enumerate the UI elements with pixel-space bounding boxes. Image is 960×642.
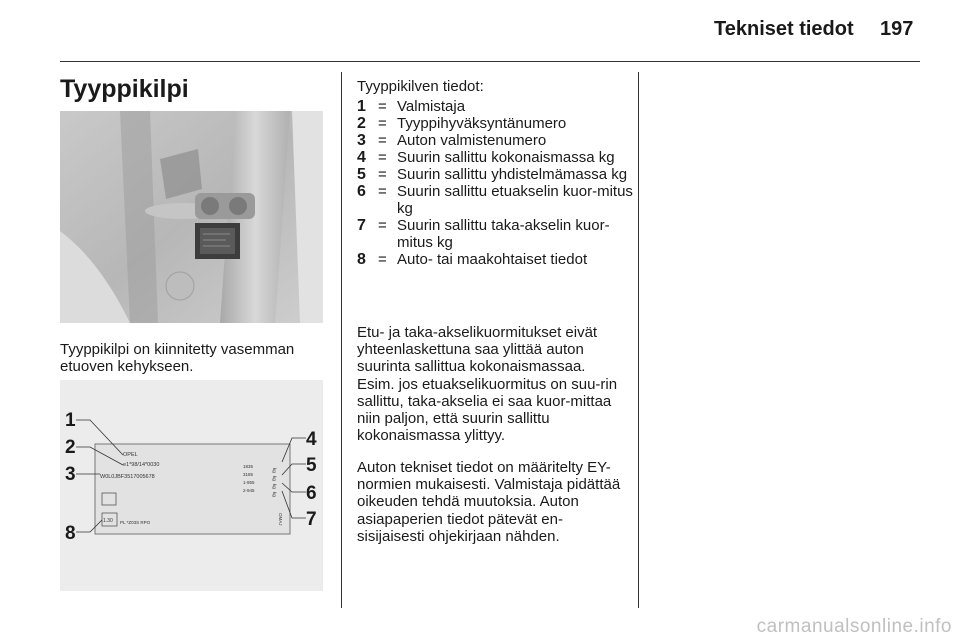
legend-number: 6 — [357, 183, 366, 200]
plate-weight-4: 2-945 — [243, 488, 255, 493]
legend-separator: = — [378, 183, 387, 200]
legend-separator: = — [378, 217, 387, 234]
section-title: Tyyppikilpi — [60, 75, 189, 103]
legend-text: Valmistaja — [397, 98, 466, 115]
legend-number: 4 — [357, 149, 366, 166]
header-divider — [60, 61, 920, 62]
legend-number: 8 — [357, 251, 366, 268]
plate-unit-2: kg — [272, 476, 277, 481]
plate-line-2: e1*98/14*0030 — [123, 462, 160, 468]
column-divider-right — [638, 72, 639, 608]
plate-line-1: OPEL — [123, 452, 138, 458]
legend-number: 3 — [357, 132, 366, 149]
legend-text: Tyyppihyväksyntänumero — [397, 115, 567, 132]
legend-separator: = — [378, 166, 387, 183]
legend-item — [357, 183, 637, 217]
legend-item — [357, 115, 637, 132]
plate-line-3: W0L0JBF3517005678 — [100, 474, 155, 480]
legend-intro: Tyyppikilven tiedot: — [357, 78, 484, 95]
plate-weight-3: 1-955 — [243, 480, 255, 485]
legend-text: Suurin sallittu taka-akselin kuor-mitus kg — [397, 217, 610, 251]
callout-3: 3 — [65, 464, 76, 485]
legend-item — [357, 166, 637, 183]
photo-caption: Tyyppikilpi on kiinnitetty vasemman etuoven kehykseen. — [60, 341, 295, 375]
type-plate-diagram — [60, 380, 323, 591]
legend-text: Auto- tai maakohtaiset tiedot — [397, 251, 588, 268]
legend-text: Suurin sallittu kokonaismassa kg — [397, 149, 615, 166]
plate-code-box-text: 1.30 — [103, 518, 113, 524]
legend-number: 2 — [357, 115, 366, 132]
legend-text: Auton valmistenumero — [397, 132, 547, 149]
plate-unit-3: kg — [272, 484, 277, 489]
legend-text: Suurin sallittu yhdistelmämassa kg — [397, 166, 628, 183]
plate-vertical-code: OMAJ — [278, 513, 283, 526]
legend-number: 1 — [357, 98, 366, 115]
footer-watermark: carmanualsonline.info — [756, 616, 952, 637]
legend-item — [357, 98, 637, 115]
callout-5: 5 — [306, 455, 317, 476]
legend-number: 5 — [357, 166, 366, 183]
callout-7: 7 — [306, 509, 317, 530]
plate-unit-4: kg — [272, 492, 277, 497]
chapter-title: Tekniset tiedot — [714, 18, 854, 40]
callout-6: 6 — [306, 483, 317, 504]
legend-separator: = — [378, 115, 387, 132]
legend-list — [357, 98, 637, 268]
legend-separator: = — [378, 251, 387, 268]
legend-item — [357, 132, 637, 149]
ec-norms-paragraph: Auton tekniset tiedot on määritelty EY-normien mukaisesti. Valmistaja pidättää oikeuden tehdä muutoksia. Auton asiapaperien tiedot pätevät en-sisijaisesti ohjekirjaan nähden. — [357, 459, 621, 545]
legend-text: Suurin sallittu etuakselin kuor-mitus kg — [397, 183, 633, 217]
legend-separator: = — [378, 98, 387, 115]
column-divider-left — [341, 72, 342, 608]
legend-item — [357, 149, 637, 166]
legend-number: 7 — [357, 217, 366, 234]
legend-item — [357, 251, 637, 268]
door-frame-photo — [60, 111, 323, 323]
axle-load-paragraph: Etu- ja taka-akselikuormitukset eivät yhteenlaskettuna saa ylittää auton suurinta sallittua kokonaismassaa. Esim. jos etuakselikuormitus on suu-rin sallittu, taka-akselia ei saa kuor-mittaa niin paljon, että suurin sallittu kokonaismassa ylittyy. — [357, 324, 618, 445]
legend-separator: = — [378, 149, 387, 166]
plate-weight-2: 3185 — [243, 472, 254, 477]
page-number: 197 — [880, 18, 914, 40]
plate-bottom-code: PL *Z03S RPO — [120, 520, 151, 525]
callout-1: 1 — [65, 410, 76, 431]
plate-unit-1: kg — [272, 468, 277, 473]
plate-weight-1: 1835 — [243, 464, 254, 469]
legend-item — [357, 217, 637, 251]
callout-8: 8 — [65, 523, 76, 544]
callout-4: 4 — [306, 429, 317, 450]
callout-2: 2 — [65, 437, 76, 458]
legend-separator: = — [378, 132, 387, 149]
